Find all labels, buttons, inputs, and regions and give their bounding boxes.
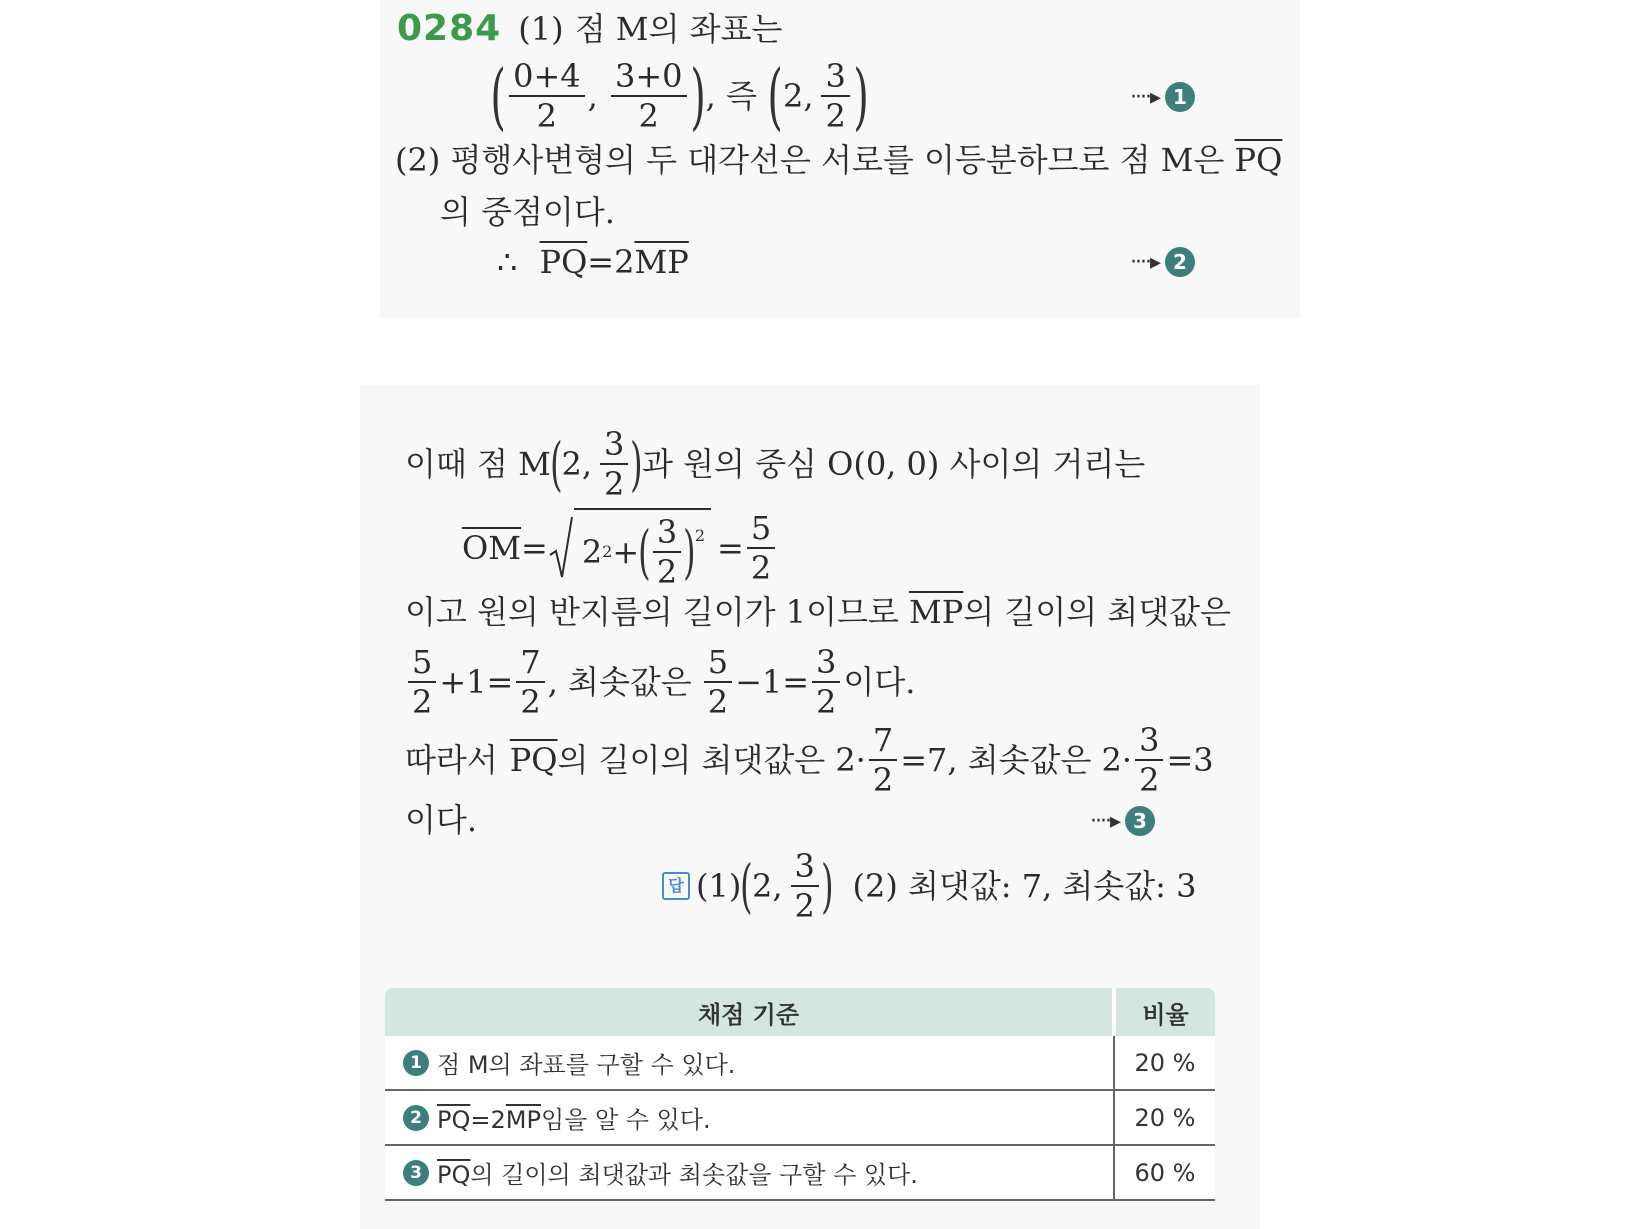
solution-line1: 이때 점 M ( 2, $\frac{3}{2}$ ) 과 원의 중심 O(0, 0) 사이의 거리는 <box>405 425 1146 503</box>
part1-sentence: 점 M의 좌표는 <box>574 10 783 48</box>
circled-two-icon: 2 <box>403 1105 429 1131</box>
midpoint-formula: ( $\frac{0+4}{2}$ , $\frac{3+0}{2}$ ) , 즉 ( 2, $\frac{3}{2}$ ) <box>490 54 869 138</box>
result-y: $\frac{3}{2}$ <box>821 60 849 132</box>
answer-badge-icon: 답 <box>662 872 690 900</box>
part2-line1: (2) 평행사변형의 두 대각선은 서로를 이등분하므로 점 M은 $\overline{PQ}$ <box>395 141 1283 179</box>
segment-om: $\overline{OM}$ <box>462 529 521 567</box>
circled-three-icon: 3 <box>1125 806 1155 836</box>
step-marker-2: ····▸ 2 <box>1130 247 1195 277</box>
table-row: 1 점 M의 좌표를 구할 수 있다. 20 % <box>385 1036 1215 1090</box>
sqrt-expression: 2 2 + ( $\frac{3}{2}$ ) $^2$ <box>548 508 711 588</box>
om-formula: $\overline{OM}$ = 2 2 + ( $\frac{3}{2}$ ) $^2$ = $\frac{5}{2}$ <box>462 508 778 588</box>
problem-header <box>397 8 782 49</box>
part2-label: (2) <box>395 141 441 179</box>
solution-line5: 따라서 $\overline{PQ}$ 의 길이의 최댓값은 2· $\frac{7}{2}$ =7, 최솟값은 2· $\frac{3}{2}$ =3 <box>405 721 1214 799</box>
table-row: 2 $\overline{PQ}=2\overline{MP}$임을 알 수 있다. 20 % <box>385 1090 1215 1145</box>
step-marker-3: ····▸ 3 <box>1090 806 1155 836</box>
answer-line: 답 (1) ( 2, $\frac{3}{2}$ ) (2) 최댓값: 7, 최솟값: 3 <box>662 850 1196 922</box>
result-x: 2, <box>782 77 814 115</box>
table-row: 3 $\overline{PQ}$의 길이의 최댓값과 최솟값을 구할 수 있다. 60 % <box>385 1145 1215 1200</box>
header-ratio: 비율 <box>1114 988 1215 1036</box>
scoring-table <box>385 988 1215 1201</box>
fraction-y: $\frac{3+0}{2}$ <box>611 60 687 132</box>
fraction-x: $\frac{0+4}{2}$ <box>509 60 585 132</box>
solution-line4: $\frac{5}{2}$ +1= $\frac{7}{2}$ , 최솟값은 $\frac{5}{2}$ −1= $\frac{3}{2}$ 이다. <box>405 646 915 718</box>
therefore-symbol: ∴ <box>497 243 518 281</box>
circled-two-icon: 2 <box>1165 247 1195 277</box>
header-criteria: 채점 기준 <box>385 988 1114 1036</box>
step-marker-1: ····▸ 1 <box>1130 82 1195 112</box>
table-header-row <box>385 988 1215 1036</box>
segment-pq: $\overline{PQ}$ <box>1234 141 1283 179</box>
part2-relation: ∴ $\overline{PQ}=2\overline{MP}$ <box>497 243 689 281</box>
sqrt-icon <box>548 515 574 581</box>
solution-line6: 이다. <box>405 801 477 839</box>
problem-number: 0284 <box>397 8 502 49</box>
circled-one-icon: 1 <box>403 1050 429 1076</box>
part2-line2: 의 중점이다. <box>440 193 615 231</box>
connector-text: , 즉 <box>705 77 757 115</box>
solution-line3: 이고 원의 반지름의 길이가 1이므로 $\overline{MP}$의 길이의 최댓값은 <box>405 593 1231 631</box>
part1-label: (1) <box>518 10 564 48</box>
circled-three-icon: 3 <box>403 1160 429 1186</box>
circled-one-icon: 1 <box>1165 82 1195 112</box>
